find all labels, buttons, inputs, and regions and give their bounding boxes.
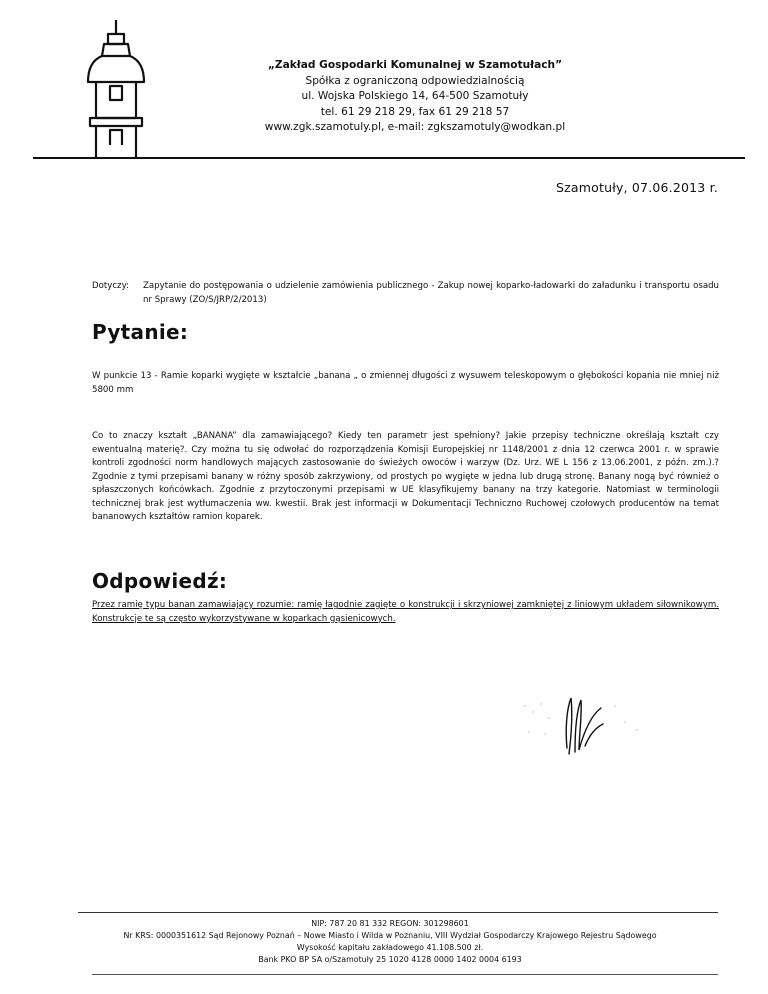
handwritten-signature (505, 688, 665, 768)
organization-header (250, 58, 580, 136)
subject-text: Zapytanie do postępowania o udzielenie zamówienia publicznego - Zakup nowej koparko-ładowarki do załadunku i transportu osadu nr Sprawy (ZO/S/JRP/2/2013) (143, 281, 719, 305)
footer-divider-top (78, 912, 718, 913)
answer-heading: Odpowiedź: (92, 569, 228, 593)
footer-capital: Wysokość kapitału zakładowego 41.108.500 zł. (296, 943, 484, 952)
footer-bank: Bank PKO BP SA o/Szamotuły 25 1020 4128 0000 1402 0004 6193 (258, 955, 522, 964)
question-paragraph-1: W punkcie 13 - Ramie koparki wygięte w kształcie „banana „ o zmiennej długości z wysuwem teleskopowym o głębokości kopania nie mniej niż 5800 mm (92, 371, 719, 395)
footer (40, 918, 740, 966)
org-web-email: www.zgk.szamotuly.pl, e-mail: zgkszamotuly@wodkan.pl (264, 121, 566, 133)
question-heading: Pytanie: (92, 320, 189, 344)
subject-label: Dotyczy: (92, 281, 129, 291)
footer-divider-bottom (92, 974, 718, 975)
footer-krs: Nr KRS: 0000351612 Sąd Rejonowy Poznań – Nowe Miasto i Wilda w Poznaniu, VIII Wydział Gospodarczy Krajowego Rejestru Sądowego (123, 931, 657, 940)
tower-logo-icon (0, 0, 160, 170)
question-paragraph-2: Co to znaczy kształt „BANANA” dla zamawiającego? Kiedy ten parametr jest spełniony? Jakie przepisy techniczne określają kształt czy ewentualną materię?. Czy można tu się odwołać do rozporządzenia Komisji Europejskiej nr 1148/2001 z dnia 12 czerwca 2001 r. w sprawie kontroli zgodności norm handlowych mających zastosowanie do świeżych owoców i warzyw (Dz. Urz. WE L 156 z 13.06.2001, z późn. zm.).? Zgodnie z tymi przepisami banany w różny sposób zakrzywiony, od prostych po wygięte w jedna lub drugą stronę. Banany nogą być również o spłaszczonych końcówkach. Zgodnie z przytoczonymi przepisami w UE klasyfikujemy banany na trzy kategorie. Natomiast w terminologii technicznej brak jest wytłumaczenia ww. kwestii. Brak jest informacji w Dokumentacji Techniczno Ruchowej czołowych producentów na temat bananowych kształtów ramion koparek. (92, 431, 719, 522)
org-address: ul. Wojska Polskiego 14, 64-500 Szamotuły (301, 90, 529, 102)
subject-block (92, 280, 719, 307)
header-divider (33, 157, 745, 159)
document-date: Szamotuły, 07.06.2013 r. (555, 180, 718, 195)
footer-ids: NIP: 787 20 81 332 REGON: 301298601 (311, 919, 469, 928)
org-phone: tel. 61 29 218 29, fax 61 29 218 57 (320, 105, 510, 118)
org-type: Spółka z ograniczoną odpowiedzialnością (305, 74, 525, 87)
org-name: „Zakład Gospodarki Komunalnej w Szamotułach” (267, 59, 563, 71)
answer-text: Przez ramię typu banan zamawiający rozumie: ramię łagodnie zagięte o konstrukcji i skrzyniowej zamkniętej z liniowym układem siłownikowym. Konstrukcje te są często wykorzystywane w koparkach gąsienicowych. (92, 600, 719, 624)
